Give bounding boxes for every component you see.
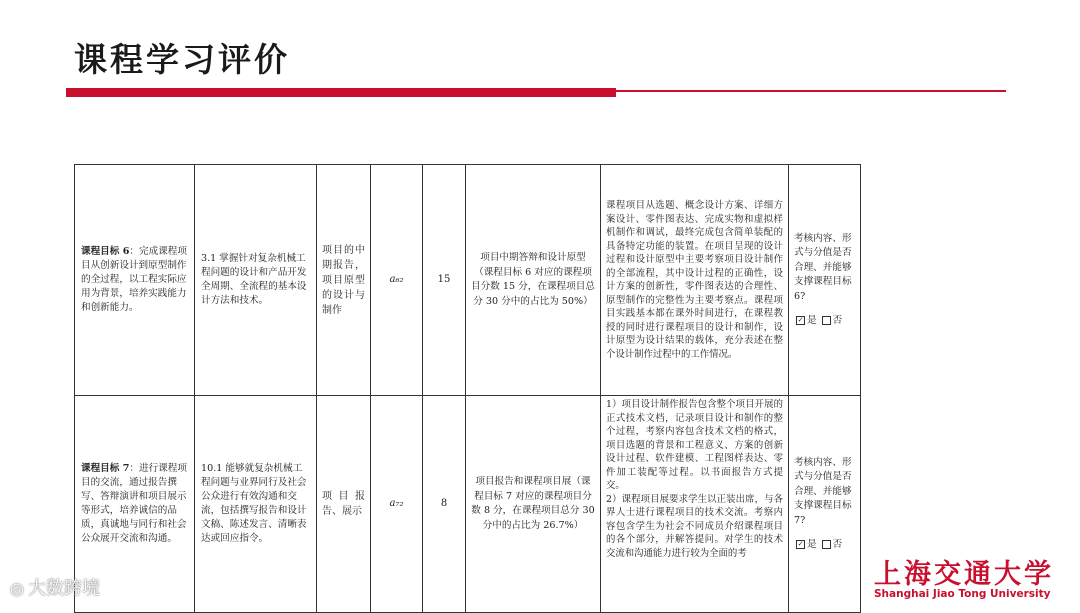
watermark-logo-icon: ◎ (10, 579, 24, 598)
description-cell: 项目报告和课程项目展（课程目标 7 对应的课程项目分数 8 分，在课程项目总分 30 分中的占比为 26.7%） (466, 396, 601, 613)
page-title: 课程学习评价 (74, 40, 290, 79)
university-logo (868, 548, 1058, 607)
content-part-1: 1）项目设计制作报告包含整个项目开展的正式技术文档，记录项目设计和制作的整个过程，考察内容包含技术文档的格式，项目选题的背景和工程意义、方案的创新设计过程、软件建模、工程图样表达、零件加工装配等过程。以书面报告方式提交。 (606, 399, 783, 491)
title-underline-red (66, 88, 616, 97)
title-underline-thin (616, 90, 1006, 92)
objective-label: 课程目标 7 (81, 463, 130, 474)
check-cell (789, 165, 861, 396)
watermark (10, 574, 100, 600)
check-yes-label: 是 (807, 315, 817, 326)
check-no-label: 否 (832, 315, 843, 326)
check-no-label: 否 (832, 539, 843, 550)
empty-box-icon[interactable] (822, 316, 831, 325)
indicator-cell: 3.1 掌握针对复杂机械工程问题的设计和产品开发全周期、全流程的基本设计方法和技术。 (195, 165, 317, 396)
objective-text: ：完成课程项目从创新设计到原型制作的全过程，以工程实际应用为背景，培养实践能力和创新能力。 (81, 246, 187, 313)
logo-chinese-name: 上海交通大学 (874, 559, 1054, 590)
score-cell: 8 (423, 396, 466, 613)
check-cell (789, 396, 861, 613)
checked-box-icon[interactable]: ✓ (797, 316, 804, 324)
table-row (75, 396, 861, 613)
content-cell: 课程项目从选题、概念设计方案、详细方案设计、零件图表达、完成实物和虚拟样机制作和调试，最终完成包含简单装配的具备特定功能的装置。在项目呈现的设计过程和设计原型中主要考察项目设计制作的全部流程，其中设计过程的正确性，设计方案的创新性，零件图表达的合理性、原型制作的完整性为主要考察点。课程项目实践基本都在课外时间进行，在课程教授的同时进行课程项目的设计和制作，设计原型为设计结果的载体，充分表述在整个设计制作过程中的工作情况。 (601, 165, 789, 396)
watermark-text: 大数跨境 (27, 578, 100, 599)
content-part-2: 2）课程项目展要求学生以正装出席，与各界人士进行课程项目的技术交流。考察内容包含学生为社会不同成员介绍课程项目的各个部分，并解答提问。对学生的技术交流和沟通能力进行较为全面的考 (606, 493, 783, 559)
logo-english-name: Shanghai Jiao Tong University (874, 588, 1051, 600)
check-question: 考核内容、形式与分值是否合理、并能够支撑课程目标 6? (794, 232, 852, 302)
objective-cell (75, 165, 195, 396)
check-yes-label: 是 (807, 539, 817, 550)
empty-box-icon[interactable] (822, 540, 831, 549)
symbol-cell: a₇₂ (371, 396, 423, 613)
objective-label: 课程目标 6 (81, 246, 130, 257)
check-question: 考核内容、形式与分值是否合理、并能够支撑课程目标 7? (794, 456, 852, 526)
checked-box-icon[interactable]: ✓ (797, 540, 804, 548)
evaluation-table (74, 164, 861, 613)
indicator-cell: 10.1 能够就复杂机械工程问题与业界同行及社会公众进行有效沟通和交流，包括撰写报告和设计文稿、陈述发言、清晰表达或回应指令。 (195, 396, 317, 613)
assessment-mode-cell: 项目的中期报告，项目原型的设计与制作 (317, 165, 371, 396)
symbol-cell: a₆₂ (371, 165, 423, 396)
assessment-mode-cell: 项目报告、展示 (317, 396, 371, 613)
score-cell: 15 (423, 165, 466, 396)
table-row (75, 165, 861, 396)
description-cell: 项目中期答辩和设计原型（课程目标 6 对应的课程项目分数 15 分，在课程项目总分 30 分中的占比为 50%） (466, 165, 601, 396)
objective-text: ：进行课程项目的交流，通过报告撰写、答辩演讲和项目展示等形式，培养诚信的品质，真诚地与同行和社会公众展开交流和沟通。 (81, 463, 187, 544)
content-cell (601, 396, 789, 613)
